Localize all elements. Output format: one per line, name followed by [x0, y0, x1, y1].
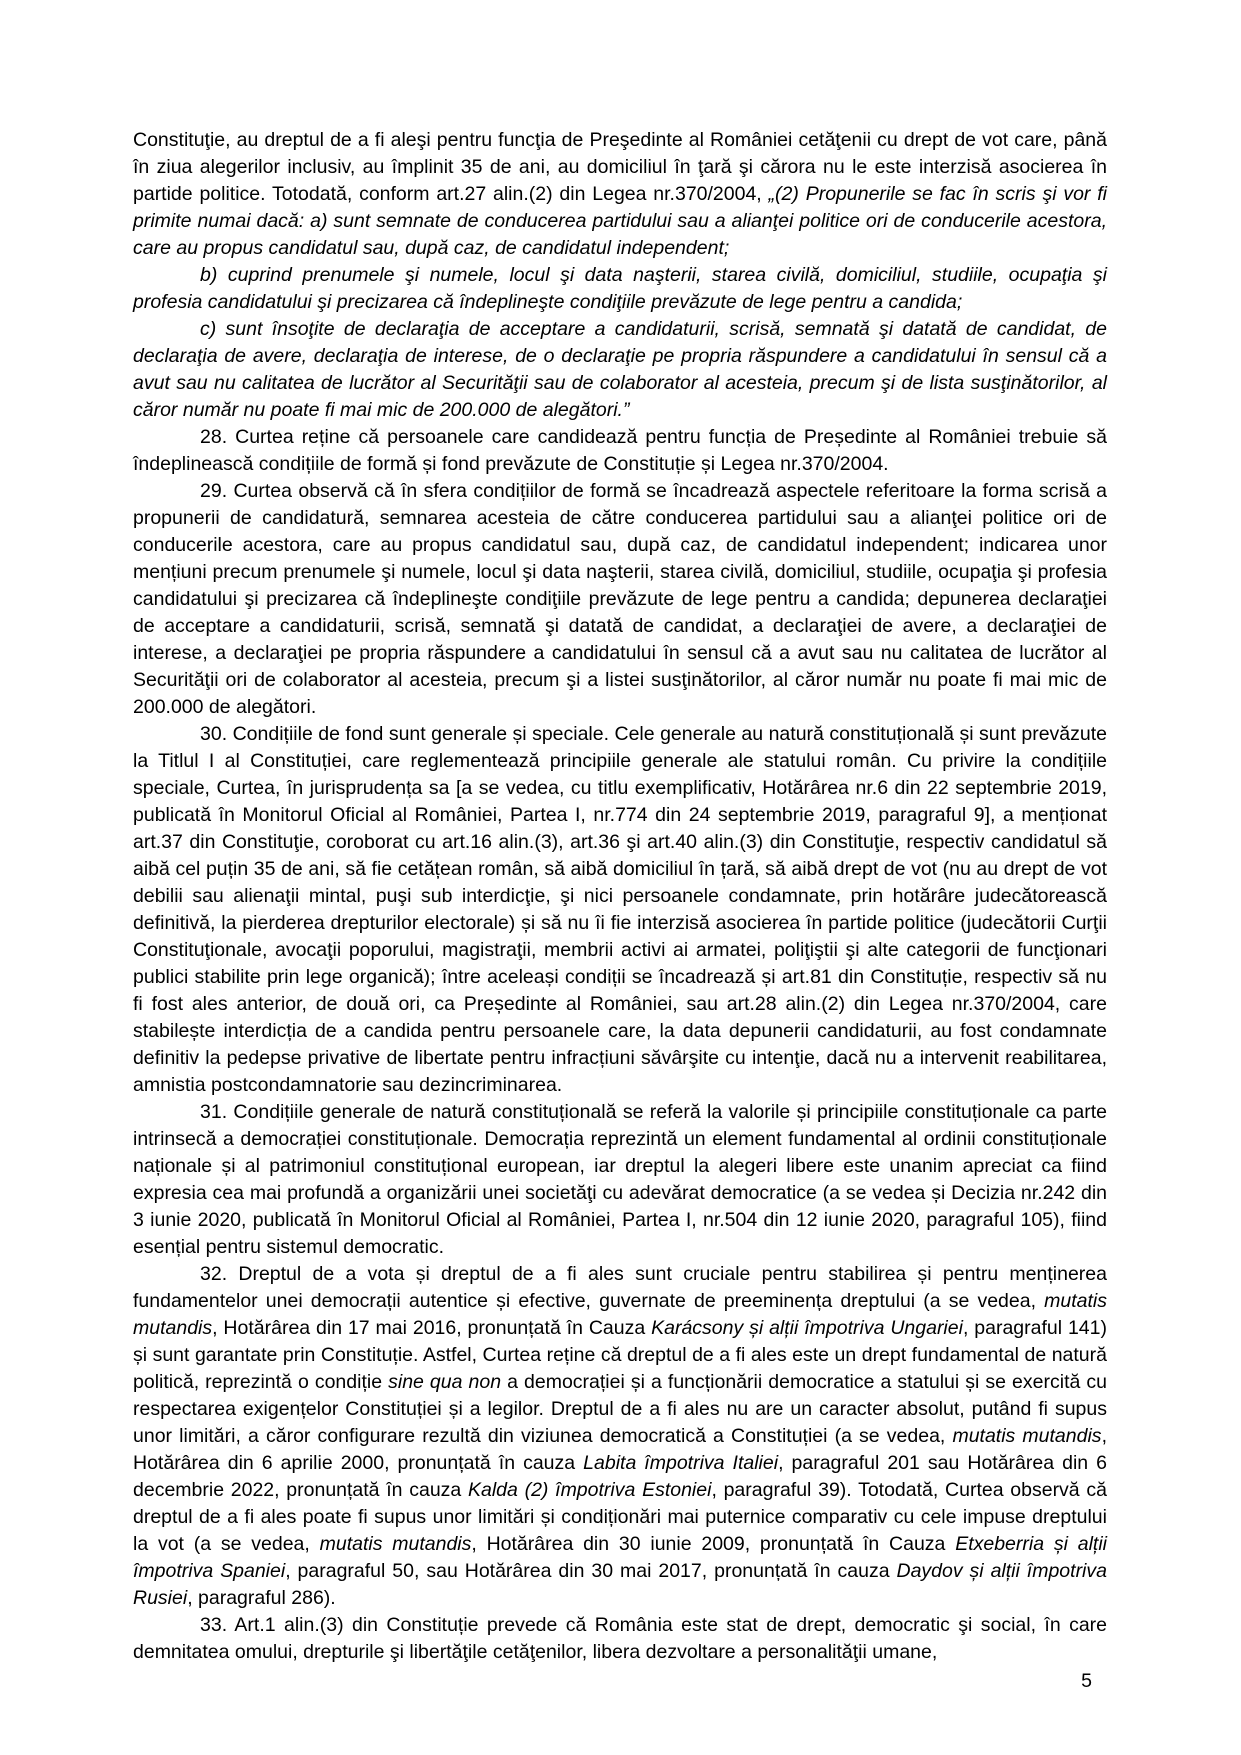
text-run: , paragraful 286).	[187, 1587, 336, 1609]
paragraph-33	[133, 1612, 1107, 1666]
text-run: 31. Condițiile generale de natură constituțională se referă la valorile și principiile constituționale ca parte intrinsecă a democrației constituționale. Democrația reprezintă un element fundamental al ordinii constituționale naționale și al patrimoniul constituțional european, iar dreptul la alegeri libere este unanim apreciat ca fiind expresia cea mai profundă a organizării unei societăţi cu adevărat democratice (a se vedea și Decizia nr.242 din 3 iunie 2020, publicată în Monitorul Oficial al României, Partea I, nr.504 din 12 iunie 2020, paragraful 105), fiind esențial pentru sistemul democratic.	[133, 1101, 1107, 1258]
italic-text-run: Etxeberria și alții împotriva Spaniei	[133, 1533, 1107, 1582]
text-run: , paragraful 141) și sunt garantate prin Constituție. Astfel, Curtea reține că dreptul de a fi ales este un drept fundamental de natură politică, reprezintă o condiție	[133, 1317, 1107, 1393]
italic-text-run: sine qua non	[388, 1371, 502, 1393]
text-run: 32. Dreptul de a vota și dreptul de a fi ales sunt cruciale pentru stabilirea și pentru menținerea fundamentelor unei democrații autentice și efective, guvernate de preeminența dreptului (a se vedea,	[133, 1263, 1107, 1312]
document-body	[133, 127, 1107, 1666]
text-run: , paragraful 50, sau Hotărârea din 30 mai 2017, pronunțată în cauza	[285, 1560, 897, 1582]
italic-text-run: „(2) Propunerile se fac în scris şi vor fi primite numai dacă: a) sunt semnate de conducerea partidului sau a alianţei politice ori de conducerile acestora, care au propus candidatul sau, după caz, de candidatul independent;	[133, 183, 1107, 259]
text-run: , paragraful 39). Totodată, Curtea observă că dreptul de a fi ales poate fi supus unor limitări și condiționări mai puternice comparativ cu cele impuse dreptului la vot (a se vedea,	[133, 1479, 1107, 1555]
paragraph-29	[133, 478, 1107, 721]
italic-text-run: mutatis mutandis	[319, 1533, 472, 1555]
italic-text-run: Karácsony și alții împotriva Ungariei	[651, 1317, 963, 1339]
text-run: a democrației și a funcționării democratice a statului și se exercită cu respectarea exigențelor Constituției și a legilor. Dreptul de a fi ales nu are un caracter absolut, putând fi supus unor limitări, a căror configurare rezultă din viziunea democratică a Constituției (a se vedea,	[133, 1371, 1107, 1447]
italic-text-run: Labita împotriva Italiei	[583, 1452, 779, 1474]
paragraph-quote-c	[133, 316, 1107, 424]
italic-text-run: mutatis mutandis	[133, 1290, 1107, 1339]
text-run: 29. Curtea observă că în sfera condițiilor de formă se încadrează aspectele referitoare la forma scrisă a propunerii de candidatură, semnarea acesteia de către conducerea partidului sau a alianţei politice ori de conducerile acestora, care au propus candidatul sau, după caz, de candidatul independent; indicarea unor mențiuni precum prenumele şi numele, locul şi data naşterii, starea civilă, domiciliul, studiile, ocupaţia şi profesia candidatului şi precizarea că îndeplineşte condiţiile prevăzute de lege pentru a candida; depunerea declaraţiei de acceptare a candidaturii, scrisă, semnată şi datată de candidat, a declaraţiei de avere, a declaraţiei de interese, a declaraţiei pe propria răspundere a candidatului în sensul că a avut sau nu calitatea de lucrător al Securităţii ori de colaborator al acesteia, precum şi a listei susţinătorilor, al căror număr nu poate fi mai mic de 200.000 de alegători.	[133, 480, 1107, 718]
text-run: , Hotărârea din 30 iunie 2009, pronunțată în Cauza	[471, 1533, 956, 1555]
italic-text-run: mutatis mutandis	[952, 1425, 1102, 1447]
text-run: , Hotărârea din 6 aprilie 2000, pronunțată în cauza	[133, 1425, 1107, 1474]
paragraph-continuation-27	[133, 127, 1107, 262]
text-run: Constituţie, au dreptul de a fi aleşi pentru funcţia de Preşedinte al României cetăţenii cu drept de vot care, până în ziua alegerilor inclusiv, au împlinit 35 de ani, au domiciliul în ţară şi cărora nu le este interzisă asocierea în partide politice. Totodată, conform art.27 alin.(2) din Legea nr.370/2004,	[133, 129, 1107, 205]
paragraph-28	[133, 424, 1107, 478]
text-run: 28. Curtea reține că persoanele care candidează pentru funcția de Președinte al României trebuie să îndeplinească condițiile de formă și fond prevăzute de Constituție și Legea nr.370/2004.	[133, 426, 1107, 475]
italic-text-run: c) sunt însoţite de declaraţia de acceptare a candidaturii, scrisă, semnată şi datată de candidat, de declaraţia de avere, declaraţia de interese, de o declaraţie pe propria răspundere a candidatului în sensul că a avut sau nu calitatea de lucrător al Securităţii sau de colaborator al acesteia, precum şi de lista susţinătorilor, al căror număr nu poate fi mai mic de 200.000 de alegători.”	[133, 318, 1107, 421]
text-run: , Hotărârea din 17 mai 2016, pronunțată în Cauza	[212, 1317, 652, 1339]
paragraph-31	[133, 1099, 1107, 1261]
italic-text-run: Daydov și alții împotriva Rusiei	[133, 1560, 1107, 1609]
italic-text-run: b) cuprind prenumele şi numele, locul şi data naşterii, starea civilă, domiciliul, studiile, ocupaţia şi profesia candidatului şi precizarea că îndeplineşte condiţiile prevăzute de lege pentru a candida;	[133, 264, 1107, 313]
paragraph-30	[133, 721, 1107, 1099]
page-number: 5	[1081, 1670, 1092, 1692]
paragraph-quote-b	[133, 262, 1107, 316]
text-run: 30. Condițiile de fond sunt generale și speciale. Cele generale au natură constituțională și sunt prevăzute la Titlul I al Constituției, care reglementează principiile generale ale statului român. Cu privire la condițiile speciale, Curtea, în jurisprudența sa [a se vedea, cu titlu exemplificativ, Hotărârea nr.6 din 22 septembrie 2019, publicată în Monitorul Oficial al României, Partea I, nr.774 din 24 septembrie 2019, paragraful 9], a menționat art.37 din Constituţie, coroborat cu art.16 alin.(3), art.36 şi art.40 alin.(3) din Constituţie, respectiv candidatul să aibă cel puțin 35 de ani, să fie cetățean român, să aibă domiciliul în țară, să aibă drept de vot (nu au drept de vot debilii sau alienaţii mintal, puşi sub interdicţie, şi nici persoanele condamnate, prin hotărâre judecătorească definitivă, la pierderea drepturilor electorale) și să nu îi fie interzisă asocierea în partide politice (judecătorii Curţii Constituţionale, avocaţii poporului, magistraţii, membrii activi ai armatei, poliţiştii şi alte categorii de funcţionari publici stabilite prin lege organică); între aceleași condiții se încadrează și art.81 din Constituție, respectiv să nu fi fost ales anterior, de două ori, ca Președinte al României, sau art.28 alin.(2) din Legea nr.370/2004, care stabilește interdicția de a candida pentru persoanele care, la data depunerii candidaturii, au fost condamnate definitiv la pedepse privative de libertate pentru infracțiuni săvârşite cu intenţie, dacă nu a intervenit reabilitarea, amnistia postcondamnatorie sau dezincriminarea.	[133, 723, 1107, 1096]
italic-text-run: Kalda (2) împotriva Estoniei	[468, 1479, 712, 1501]
paragraph-32	[133, 1261, 1107, 1612]
text-run: 33. Art.1 alin.(3) din Constituție prevede că România este stat de drept, democratic şi social, în care demnitatea omului, drepturile şi libertăţile cetăţenilor, libera dezvoltare a personalităţii umane,	[133, 1614, 1107, 1663]
text-run: , paragraful 201 sau Hotărârea din 6 decembrie 2022, pronunțată în cauza	[133, 1452, 1107, 1501]
